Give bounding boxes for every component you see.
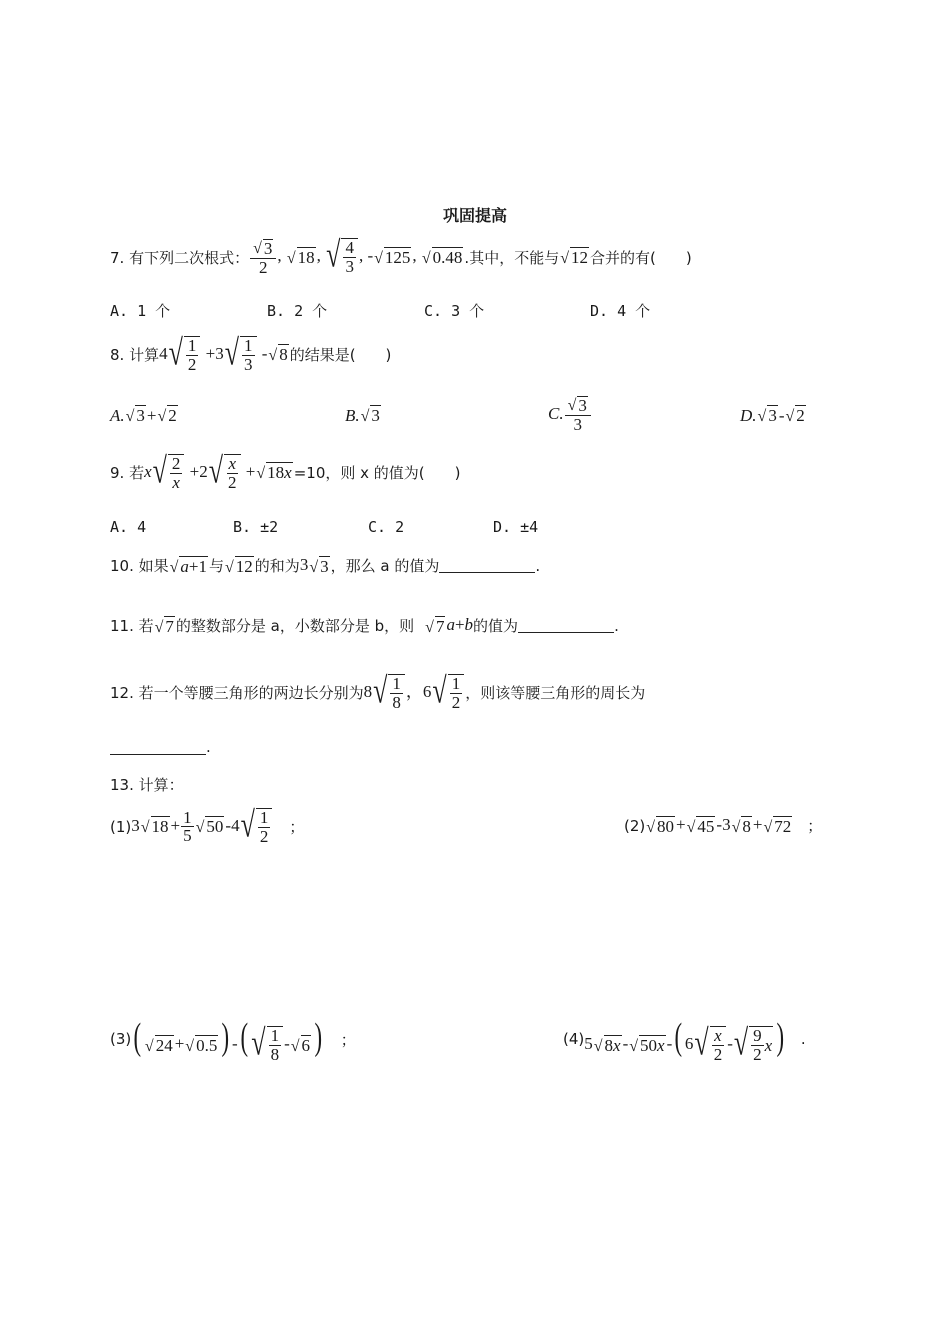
q8-option-b[interactable]: B. √ 3	[345, 405, 380, 425]
q12-stem: 12. 若一个等腰三角形的两边长分别为	[110, 684, 364, 703]
q12-answer-blank[interactable]	[110, 740, 206, 755]
q7-stem-mid: .其中，不能与	[464, 248, 560, 267]
question-10: 10. 如果 √ a +1 与 √ 12 的和为 3 √ 3 ，那么 a 的值为 .	[110, 555, 541, 576]
q7-option-b[interactable]: B. 2 个	[267, 302, 328, 320]
q13-part-4: (4) 5 √ 8 x - √ 50 x -( 6 √ $\frac{x}{2}$ - √ $\frac{9}{2}$ x ) .	[563, 1016, 806, 1065]
q11-stem-mid: 的整数部分是 a，小数部分是 b，则	[175, 617, 415, 636]
q9-stem-end: =10，则 x 的值为( )	[293, 464, 461, 483]
q13-part-4-period: .	[800, 1030, 806, 1049]
q8-expression: 4 √ $\frac{1}{2}$ +3 √ $\frac{1}{3}$ - √ 8	[159, 331, 288, 374]
q11-stem-ask: 的值为	[473, 617, 519, 636]
q7-option-d[interactable]: D. 4 个	[590, 302, 651, 320]
q8-option-c[interactable]: C. √ 3 3	[548, 395, 592, 433]
section-title: 巩固提高	[442, 206, 507, 225]
q13-part-1: (1) 3 √ 18 + $\frac{1}{5}$ √ 50 -4 √ $\frac{1}{2}$ ；	[110, 803, 305, 846]
q7-stem-end: 合并的有( )	[589, 248, 692, 267]
q13-part-1-label: (1)	[110, 817, 132, 836]
q13-part-1-semicolon: ；	[289, 818, 305, 837]
q8-option-d[interactable]: D. √ 3 - √ 2	[740, 405, 805, 425]
question-12: 12. 若一个等腰三角形的两边长分别为 8 √ $\frac{1}{8}$ ，6 √ $\frac{1}{2}$ ，则该等腰三角形的周长为	[110, 669, 646, 712]
question-12-blank-line	[110, 738, 211, 756]
q13-part-2-label: (2)	[624, 816, 646, 835]
q7-option-c[interactable]: C. 3 个	[424, 302, 485, 320]
q13-part-2-semicolon: ；	[807, 817, 823, 836]
q13-stem: 13. 计算：	[110, 776, 184, 794]
q13-part-2: (2) √ 80 + √ 45 -3 √ 8 + √ 72 ；	[624, 815, 823, 836]
q13-part-3: (3) ( √ 24 + √ 0.5 ) -( √ $\frac{1}{8}$ - √ 6 ) ；	[110, 1016, 356, 1065]
q10-stem-end: .	[535, 556, 541, 575]
q13-part-3-label: (3)	[110, 1030, 132, 1049]
q7-radicals: √ 3 2 , √ 18 , √ $\frac{4}{3}$ , - √ 125 , √ 0.48	[249, 238, 464, 276]
question-9	[110, 449, 461, 492]
question-8	[110, 331, 392, 374]
q7-option-a[interactable]: A. 1 个	[110, 302, 171, 320]
q9-option-a[interactable]: A. 4	[110, 518, 147, 536]
q10-answer-blank[interactable]	[439, 558, 535, 573]
q8-stem-end: 的结果是( )	[289, 346, 392, 365]
q11-answer-blank[interactable]	[518, 618, 614, 633]
q10-stem-sum: 的和为	[254, 557, 300, 576]
question-7: 7. 有下列二次根式： √ 3 2 , √ 18 , √ $\frac{4}{3}$ , - √ 125 , √ 0.48 .其中，不能与 √ 12 合并的有( )	[110, 234, 692, 277]
q12-stem-end: ，则该等腰三角形的周长为	[465, 684, 646, 703]
q10-stem-and: 与	[209, 557, 225, 576]
q11-stem: 11. 若	[110, 617, 154, 636]
q13-part-3-semicolon: ；	[340, 1030, 356, 1049]
q9-stem: 9. 若	[110, 464, 145, 483]
q7-stem: 7. 有下列二次根式：	[110, 248, 250, 267]
q10-stem: 10. 如果	[110, 557, 169, 576]
q13-part-4-label: (4)	[563, 1030, 585, 1049]
q9-option-d[interactable]: D. ±4	[493, 518, 539, 536]
q9-option-b[interactable]: B. ±2	[233, 518, 279, 536]
q12-stem-period: .	[206, 738, 211, 756]
q9-expression: x √ $\frac{2}{x}$ +2 √ $\frac{x}{2}$ + √ 18 x	[144, 449, 292, 492]
question-11: 11. 若 √ 7 的整数部分是 a，小数部分是 b，则 √ 7 a+b 的值为 .	[110, 615, 619, 636]
q8-option-a[interactable]: A. √ 3 + √ 2	[110, 405, 177, 425]
q10-stem-ask: ，那么 a 的值为	[330, 557, 440, 576]
q8-stem: 8. 计算	[110, 346, 160, 365]
q11-stem-end: .	[614, 616, 619, 635]
q9-option-c[interactable]: C. 2	[368, 518, 405, 536]
question-13	[110, 774, 184, 795]
